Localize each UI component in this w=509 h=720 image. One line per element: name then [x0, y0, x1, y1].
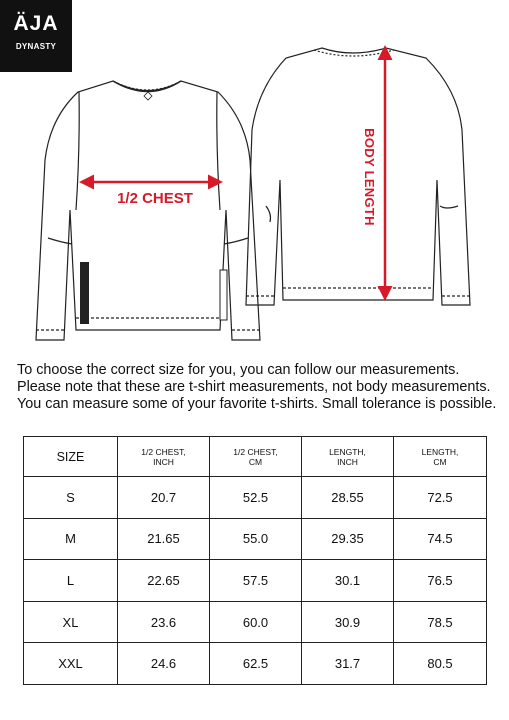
- chest-cm-cell: 55.0: [210, 518, 302, 560]
- brand-name: ÄJA: [13, 12, 59, 35]
- length-cm-cell: 78.5: [394, 601, 487, 643]
- size-cell: XL: [24, 601, 118, 643]
- header-chest-cm: 1/2 CHEST, CM: [210, 437, 302, 477]
- length-inch-cell: 29.35: [302, 518, 394, 560]
- table-row: [24, 643, 487, 685]
- brand-subtitle: DYNASTY: [15, 42, 57, 51]
- table-row: [24, 518, 487, 560]
- length-inch-cell: 28.55: [302, 477, 394, 519]
- back-tshirt: [246, 48, 470, 305]
- chest-cm-cell: 52.5: [210, 477, 302, 519]
- size-chart-table: [23, 436, 487, 685]
- size-cell: M: [24, 518, 118, 560]
- length-inch-cell: 30.9: [302, 601, 394, 643]
- front-neck-logo-icon: [144, 92, 152, 100]
- length-cm-cell: 80.5: [394, 643, 487, 685]
- size-cell: L: [24, 560, 118, 602]
- size-cell: XXL: [24, 643, 118, 685]
- chest-inch-cell: 24.6: [118, 643, 210, 685]
- chest-label: 1/2 CHEST: [117, 190, 193, 207]
- header-length-inch: LENGTH, INCH: [302, 437, 394, 477]
- chest-cm-cell: 57.5: [210, 560, 302, 602]
- chest-cm-cell: 62.5: [210, 643, 302, 685]
- table-row: [24, 560, 487, 602]
- chest-inch-cell: 23.6: [118, 601, 210, 643]
- intro-text: To choose the correct size for you, you can follow our measurements. Please note that these are t-shirt measurements, not body measurements. You can measure some of your favorite t-shirts. Small tolerance is possible.: [17, 362, 497, 412]
- header-length-cm: LENGTH, CM: [394, 437, 487, 477]
- table-row: [24, 477, 487, 519]
- body-length-label: BODY LENGTH: [362, 128, 377, 226]
- table-row: [24, 601, 487, 643]
- table-header-row: [24, 437, 487, 477]
- header-chest-inch: 1/2 CHEST, INCH: [118, 437, 210, 477]
- length-inch-cell: 31.7: [302, 643, 394, 685]
- size-cell: S: [24, 477, 118, 519]
- chest-cm-cell: 60.0: [210, 601, 302, 643]
- front-print-strip: [80, 262, 89, 324]
- header-size: SIZE: [24, 437, 118, 477]
- chest-inch-cell: 22.65: [118, 560, 210, 602]
- length-cm-cell: 74.5: [394, 518, 487, 560]
- tshirt-illustration: [0, 0, 509, 350]
- front-side-tag: [220, 270, 227, 320]
- length-cm-cell: 76.5: [394, 560, 487, 602]
- length-inch-cell: 30.1: [302, 560, 394, 602]
- chest-inch-cell: 21.65: [118, 518, 210, 560]
- length-cm-cell: 72.5: [394, 477, 487, 519]
- chest-inch-cell: 20.7: [118, 477, 210, 519]
